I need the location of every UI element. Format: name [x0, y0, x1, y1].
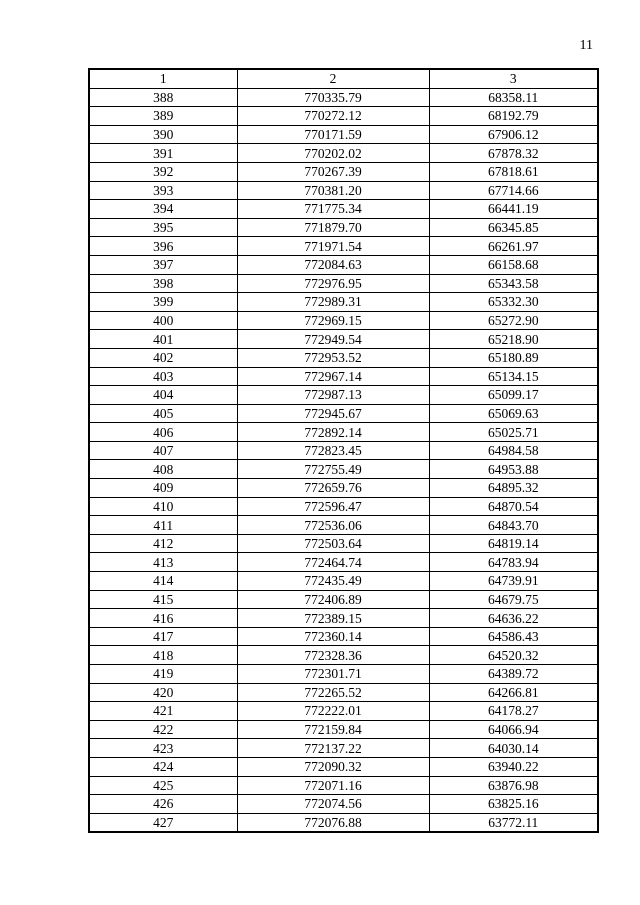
table-row: [89, 572, 598, 591]
y-coordinate-cell: 67878.32: [429, 144, 598, 163]
table-row: [89, 441, 598, 460]
point-number-cell: 409: [89, 479, 237, 498]
y-coordinate-cell: 64895.32: [429, 479, 598, 498]
y-coordinate-cell: 64178.27: [429, 702, 598, 721]
table-row: [89, 144, 598, 163]
point-number-cell: 415: [89, 590, 237, 609]
table-row: [89, 479, 598, 498]
y-coordinate-cell: 65218.90: [429, 330, 598, 349]
x-coordinate-cell: 772360.14: [237, 627, 429, 646]
point-number-cell: 400: [89, 311, 237, 330]
x-coordinate-cell: 772967.14: [237, 367, 429, 386]
point-number-cell: 392: [89, 162, 237, 181]
table-row: [89, 590, 598, 609]
x-coordinate-cell: 772949.54: [237, 330, 429, 349]
x-coordinate-cell: 772301.71: [237, 665, 429, 684]
table-row: [89, 646, 598, 665]
table-row: [89, 88, 598, 107]
y-coordinate-cell: 67714.66: [429, 181, 598, 200]
point-number-cell: 396: [89, 237, 237, 256]
table-row: [89, 330, 598, 349]
y-coordinate-cell: 65343.58: [429, 274, 598, 293]
point-number-cell: 406: [89, 423, 237, 442]
point-number-cell: 413: [89, 553, 237, 572]
table-row: [89, 739, 598, 758]
x-coordinate-cell: 772084.63: [237, 255, 429, 274]
y-coordinate-cell: 64953.88: [429, 460, 598, 479]
table-row: [89, 516, 598, 535]
y-coordinate-cell: 64636.22: [429, 609, 598, 628]
point-number-cell: 393: [89, 181, 237, 200]
table-row: [89, 218, 598, 237]
point-number-cell: 391: [89, 144, 237, 163]
table-row: [89, 237, 598, 256]
x-coordinate-cell: 772090.32: [237, 757, 429, 776]
x-coordinate-cell: 770272.12: [237, 107, 429, 126]
table-row: [89, 813, 598, 832]
table-row: [89, 776, 598, 795]
x-coordinate-cell: 771879.70: [237, 218, 429, 237]
point-number-cell: 425: [89, 776, 237, 795]
y-coordinate-cell: 65272.90: [429, 311, 598, 330]
table-row: [89, 665, 598, 684]
x-coordinate-cell: 772659.76: [237, 479, 429, 498]
point-number-cell: 389: [89, 107, 237, 126]
x-coordinate-cell: 772945.67: [237, 404, 429, 423]
y-coordinate-cell: 64783.94: [429, 553, 598, 572]
y-coordinate-cell: 66345.85: [429, 218, 598, 237]
x-coordinate-cell: 772953.52: [237, 348, 429, 367]
table-row: [89, 107, 598, 126]
table-row: [89, 181, 598, 200]
x-coordinate-cell: 772328.36: [237, 646, 429, 665]
point-number-cell: 404: [89, 386, 237, 405]
point-number-cell: 421: [89, 702, 237, 721]
y-coordinate-cell: 64679.75: [429, 590, 598, 609]
table-row: [89, 423, 598, 442]
x-coordinate-cell: 772823.45: [237, 441, 429, 460]
x-coordinate-cell: 770171.59: [237, 125, 429, 144]
x-coordinate-cell: 772596.47: [237, 497, 429, 516]
table-row: [89, 497, 598, 516]
y-coordinate-cell: 64389.72: [429, 665, 598, 684]
point-number-cell: 407: [89, 441, 237, 460]
table-row: [89, 609, 598, 628]
x-coordinate-cell: 772989.31: [237, 293, 429, 312]
point-number-cell: 405: [89, 404, 237, 423]
x-coordinate-cell: 772389.15: [237, 609, 429, 628]
x-coordinate-cell: 771775.34: [237, 200, 429, 219]
table-row: [89, 348, 598, 367]
point-number-cell: 408: [89, 460, 237, 479]
y-coordinate-cell: 67906.12: [429, 125, 598, 144]
x-coordinate-cell: 772159.84: [237, 720, 429, 739]
point-number-cell: 416: [89, 609, 237, 628]
table-row: [89, 386, 598, 405]
x-coordinate-cell: 772137.22: [237, 739, 429, 758]
x-coordinate-cell: 772969.15: [237, 311, 429, 330]
y-coordinate-cell: 63876.98: [429, 776, 598, 795]
point-number-cell: 422: [89, 720, 237, 739]
x-coordinate-cell: 771971.54: [237, 237, 429, 256]
y-coordinate-cell: 64266.81: [429, 683, 598, 702]
table-row: [89, 125, 598, 144]
table-row: [89, 404, 598, 423]
x-coordinate-cell: 772435.49: [237, 572, 429, 591]
point-number-cell: 412: [89, 534, 237, 553]
x-coordinate-cell: 770202.02: [237, 144, 429, 163]
y-coordinate-cell: 63772.11: [429, 813, 598, 832]
table-header-row: [89, 69, 598, 88]
point-number-cell: 426: [89, 795, 237, 814]
x-coordinate-cell: 772755.49: [237, 460, 429, 479]
point-number-cell: 388: [89, 88, 237, 107]
page-number: 11: [579, 38, 593, 53]
y-coordinate-cell: 65180.89: [429, 348, 598, 367]
point-number-cell: 403: [89, 367, 237, 386]
table-row: [89, 534, 598, 553]
point-number-cell: 399: [89, 293, 237, 312]
x-coordinate-cell: 770267.39: [237, 162, 429, 181]
point-number-cell: 398: [89, 274, 237, 293]
point-number-cell: 411: [89, 516, 237, 535]
y-coordinate-cell: 64984.58: [429, 441, 598, 460]
y-coordinate-cell: 65069.63: [429, 404, 598, 423]
y-coordinate-cell: 64520.32: [429, 646, 598, 665]
table-row: [89, 200, 598, 219]
x-coordinate-cell: 772222.01: [237, 702, 429, 721]
point-number-cell: 427: [89, 813, 237, 832]
y-coordinate-cell: 63825.16: [429, 795, 598, 814]
point-number-cell: 390: [89, 125, 237, 144]
x-coordinate-cell: 772536.06: [237, 516, 429, 535]
x-coordinate-cell: 772987.13: [237, 386, 429, 405]
table-row: [89, 757, 598, 776]
table-row: [89, 460, 598, 479]
point-number-cell: 395: [89, 218, 237, 237]
table-row: [89, 367, 598, 386]
x-coordinate-cell: 772976.95: [237, 274, 429, 293]
y-coordinate-cell: 64739.91: [429, 572, 598, 591]
point-number-cell: 402: [89, 348, 237, 367]
table-row: [89, 162, 598, 181]
column-header-1: 1: [89, 69, 237, 88]
table-row: [89, 702, 598, 721]
point-number-cell: 394: [89, 200, 237, 219]
table-row: [89, 274, 598, 293]
table-row: [89, 311, 598, 330]
point-number-cell: 401: [89, 330, 237, 349]
x-coordinate-cell: 772406.89: [237, 590, 429, 609]
y-coordinate-cell: 64819.14: [429, 534, 598, 553]
x-coordinate-cell: 772076.88: [237, 813, 429, 832]
y-coordinate-cell: 66441.19: [429, 200, 598, 219]
table-row: [89, 553, 598, 572]
x-coordinate-cell: 772074.56: [237, 795, 429, 814]
point-number-cell: 420: [89, 683, 237, 702]
y-coordinate-cell: 64843.70: [429, 516, 598, 535]
x-coordinate-cell: 772071.16: [237, 776, 429, 795]
y-coordinate-cell: 66261.97: [429, 237, 598, 256]
y-coordinate-cell: 65332.30: [429, 293, 598, 312]
y-coordinate-cell: 65099.17: [429, 386, 598, 405]
x-coordinate-cell: 772265.52: [237, 683, 429, 702]
table-row: [89, 255, 598, 274]
point-number-cell: 423: [89, 739, 237, 758]
table-row: [89, 627, 598, 646]
point-number-cell: 414: [89, 572, 237, 591]
point-number-cell: 418: [89, 646, 237, 665]
point-number-cell: 419: [89, 665, 237, 684]
y-coordinate-cell: 64586.43: [429, 627, 598, 646]
y-coordinate-cell: 63940.22: [429, 757, 598, 776]
x-coordinate-cell: 770335.79: [237, 88, 429, 107]
y-coordinate-cell: 64030.14: [429, 739, 598, 758]
point-number-cell: 417: [89, 627, 237, 646]
coordinates-table: [88, 68, 599, 833]
y-coordinate-cell: 64870.54: [429, 497, 598, 516]
x-coordinate-cell: 772892.14: [237, 423, 429, 442]
x-coordinate-cell: 770381.20: [237, 181, 429, 200]
point-number-cell: 424: [89, 757, 237, 776]
y-coordinate-cell: 67818.61: [429, 162, 598, 181]
y-coordinate-cell: 64066.94: [429, 720, 598, 739]
y-coordinate-cell: 65134.15: [429, 367, 598, 386]
x-coordinate-cell: 772464.74: [237, 553, 429, 572]
point-number-cell: 397: [89, 255, 237, 274]
table-row: [89, 293, 598, 312]
table-row: [89, 795, 598, 814]
table-row: [89, 720, 598, 739]
y-coordinate-cell: 68192.79: [429, 107, 598, 126]
point-number-cell: 410: [89, 497, 237, 516]
x-coordinate-cell: 772503.64: [237, 534, 429, 553]
column-header-3: 3: [429, 69, 598, 88]
y-coordinate-cell: 66158.68: [429, 255, 598, 274]
table-row: [89, 683, 598, 702]
y-coordinate-cell: 65025.71: [429, 423, 598, 442]
y-coordinate-cell: 68358.11: [429, 88, 598, 107]
column-header-2: 2: [237, 69, 429, 88]
table-body: [89, 88, 598, 832]
